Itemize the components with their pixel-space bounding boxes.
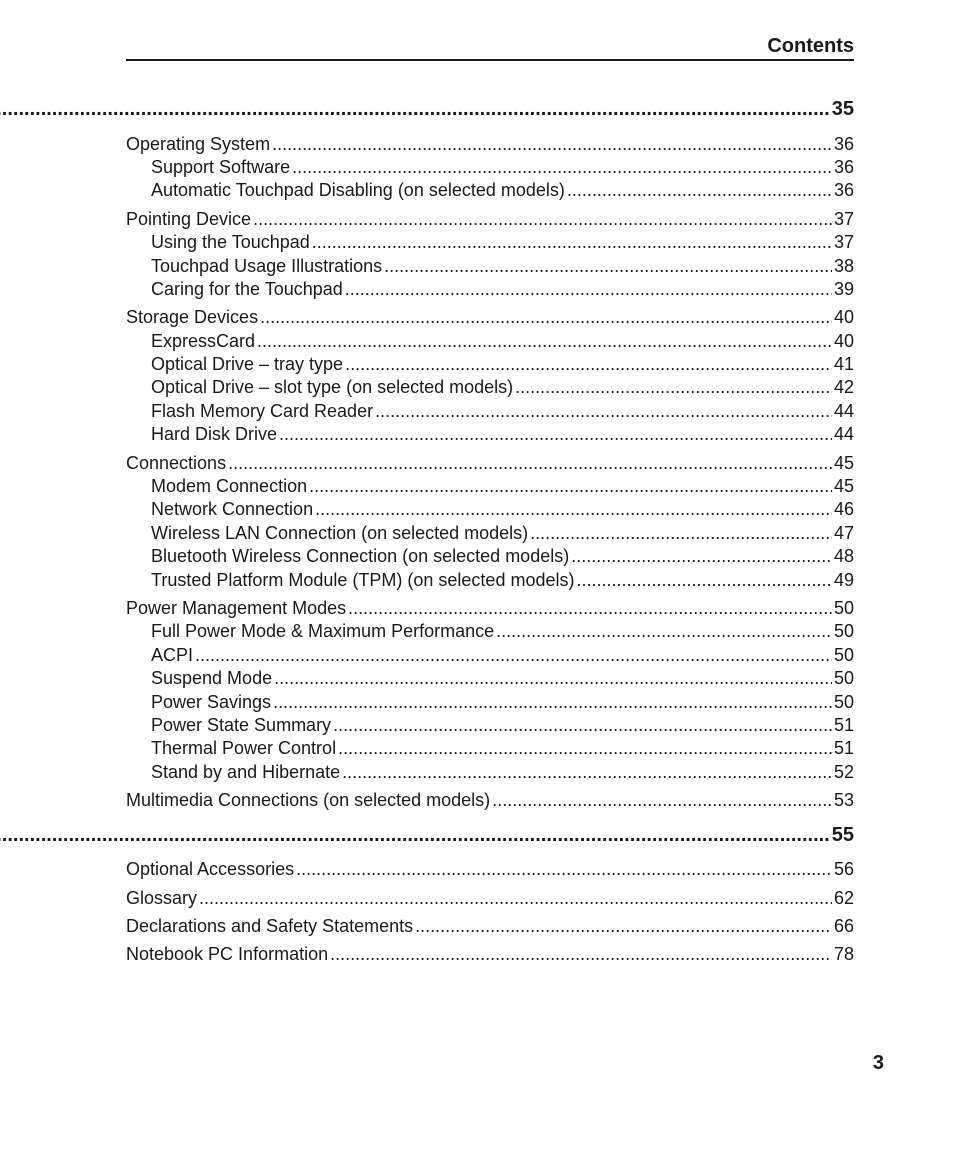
toc-page-number: 51 — [833, 715, 854, 735]
toc-entry-title: Pointing Device — [126, 209, 252, 229]
dot-leader — [228, 452, 832, 474]
toc-entry-title: Optional Accessories — [126, 859, 295, 879]
toc-entry-title: Declarations and Safety Statements — [126, 916, 414, 936]
toc-entry-power-state-summary — [151, 714, 854, 736]
toc-entry-title: Optical Drive – slot type (on selected models) — [151, 377, 514, 397]
toc-entry-title: Multimedia Connections (on selected models) — [126, 790, 491, 810]
toc-entry-suspend — [151, 667, 854, 689]
toc-entry-title: Power State Summary — [151, 715, 332, 735]
toc-page-number: 50 — [833, 692, 854, 712]
dot-leader — [492, 789, 832, 811]
toc-entry-glossary — [126, 887, 854, 909]
toc-page-number: 50 — [833, 645, 854, 665]
toc-entry-power-savings — [151, 691, 854, 713]
toc-page-number: 55 — [831, 824, 854, 846]
toc-entry-title: Bluetooth Wireless Connection (on selected models) — [151, 546, 570, 566]
toc-entry-title: Touchpad Usage Illustrations — [151, 256, 383, 276]
toc-entry-title: Network Connection — [151, 499, 314, 519]
toc-entry-title: Storage Devices — [126, 307, 259, 327]
toc-entry-full-power — [151, 620, 854, 642]
toc-entry-flash-reader — [151, 400, 854, 422]
toc-entry-title: Thermal Power Control — [151, 738, 337, 758]
toc-page-number: 50 — [833, 621, 854, 641]
toc-entry-title: Caring for the Touchpad — [151, 279, 343, 299]
toc-entry-optional-accessories — [126, 858, 854, 880]
toc-entry-title: Stand by and Hibernate — [151, 762, 341, 782]
toc-entry-title: Flash Memory Card Reader — [151, 401, 374, 421]
toc-page-number: 45 — [833, 453, 854, 473]
dot-leader — [345, 278, 832, 300]
dot-leader — [567, 179, 832, 201]
toc-page-number: 39 — [833, 279, 854, 299]
toc-entry-title: Optical Drive – tray type — [151, 354, 344, 374]
toc-page-number: 36 — [833, 157, 854, 177]
dot-leader — [292, 156, 832, 178]
toc-entry-title: Trusted Platform Module (TPM) (on selected models) — [151, 570, 575, 590]
toc-page-number: 46 — [833, 499, 854, 519]
dot-leader — [330, 943, 832, 965]
toc-entry-power-management — [126, 597, 854, 619]
toc-entry-hard-disk — [151, 423, 854, 445]
toc-page-number: 52 — [833, 762, 854, 782]
toc-entry-bluetooth — [151, 545, 854, 567]
toc-page-number: 44 — [833, 401, 854, 421]
dot-leader — [274, 667, 832, 689]
toc-entry-title: Full Power Mode & Maximum Performance — [151, 621, 495, 641]
dot-leader — [342, 761, 832, 783]
toc-entry-title: Operating System — [126, 134, 271, 154]
toc-entry-title: Using the Touchpad — [151, 232, 310, 252]
toc-entry-modem — [151, 475, 854, 497]
toc-page-number: 44 — [833, 424, 854, 444]
dot-leader — [257, 330, 832, 352]
dot-leader — [576, 569, 831, 591]
toc-page-number: 51 — [833, 738, 854, 758]
toc-page-number: 48 — [833, 546, 854, 566]
toc-entry-title: Modem Connection — [151, 476, 308, 496]
toc-page-number: 36 — [833, 134, 854, 154]
dot-leader — [415, 915, 832, 937]
toc-entry-thermal-power — [151, 737, 854, 759]
toc-entry-multimedia — [126, 789, 854, 811]
dot-leader — [571, 545, 832, 567]
toc-page-number: 37 — [833, 232, 854, 252]
toc-chapter-using-notebook — [0, 97, 854, 121]
toc-entry-expresscard — [151, 330, 854, 352]
toc-page-number: 40 — [833, 307, 854, 327]
toc-entry-declarations — [126, 915, 854, 937]
dot-leader — [315, 498, 832, 520]
toc-page-number: 47 — [833, 523, 854, 543]
dot-leader — [0, 97, 830, 121]
toc-page-number: 49 — [833, 570, 854, 590]
toc-entry-title: Power Savings — [151, 692, 272, 712]
toc-entry-pointing-device — [126, 208, 854, 230]
toc-page-number: 38 — [833, 256, 854, 276]
dot-leader — [272, 133, 832, 155]
toc-page-number: 37 — [833, 209, 854, 229]
toc-page-number: 35 — [831, 98, 854, 120]
toc-page-number: 41 — [833, 354, 854, 374]
toc-entry-title: Glossary — [126, 888, 198, 908]
toc-entry-title: Wireless LAN Connection (on selected models) — [151, 523, 529, 543]
toc-entry-title: Power Management Modes — [126, 598, 347, 618]
toc-page-number: 50 — [833, 668, 854, 688]
toc-entry-optical-tray — [151, 353, 854, 375]
toc-page-number: 36 — [833, 180, 854, 200]
toc-entry-title: Automatic Touchpad Disabling (on selected models) — [151, 180, 565, 200]
dot-leader — [384, 255, 832, 277]
dot-leader — [309, 475, 832, 497]
toc-entry-standby-hibernate — [151, 761, 854, 783]
page-number: 3 — [872, 1052, 884, 1074]
dot-leader — [195, 644, 832, 666]
toc-entry-network — [151, 498, 854, 520]
toc-page-number: 66 — [833, 916, 854, 936]
toc-entry-notebook-info — [126, 943, 854, 965]
toc-page-number: 56 — [833, 859, 854, 879]
toc-entry-automatic-touchpad-disabling — [151, 179, 854, 201]
toc-entry-title: ACPI — [151, 645, 194, 665]
toc-entry-using-touchpad — [151, 231, 854, 253]
toc-page-number: 42 — [833, 377, 854, 397]
toc-page-number: 40 — [833, 331, 854, 351]
toc-entry-title: Connections — [126, 453, 227, 473]
toc-entry-support-software — [151, 156, 854, 178]
dot-leader — [333, 714, 832, 736]
toc-entry-connections — [126, 452, 854, 474]
dot-leader — [0, 823, 830, 847]
dot-leader — [253, 208, 832, 230]
toc-page-number: 45 — [833, 476, 854, 496]
toc-entry-touchpad-usage — [151, 255, 854, 277]
toc-entry-title: Notebook PC Information — [126, 944, 329, 964]
toc-entry-caring-touchpad — [151, 278, 854, 300]
toc-page-number: 50 — [833, 598, 854, 618]
dot-leader — [260, 306, 832, 328]
toc-chapter-appendix — [0, 823, 854, 847]
dot-leader — [530, 522, 832, 544]
dot-leader — [375, 400, 832, 422]
page-header — [126, 34, 854, 61]
toc-page-number: 53 — [833, 790, 854, 810]
dot-leader — [338, 737, 832, 759]
toc-entry-title: Support Software — [151, 157, 291, 177]
toc-entry-title: Suspend Mode — [151, 668, 273, 688]
dot-leader — [296, 858, 832, 880]
dot-leader — [496, 620, 832, 642]
toc-page-number: 78 — [833, 944, 854, 964]
toc-entry-title: ExpressCard — [151, 331, 256, 351]
dot-leader — [199, 887, 832, 909]
dot-leader — [273, 691, 832, 713]
dot-leader — [515, 376, 832, 398]
toc-entry-acpi — [151, 644, 854, 666]
toc-entry-title: Hard Disk Drive — [151, 424, 278, 444]
toc-entry-storage-devices — [126, 306, 854, 328]
dot-leader — [348, 597, 832, 619]
toc-entry-wireless-lan — [151, 522, 854, 544]
dot-leader — [345, 353, 832, 375]
toc-entry-optical-slot — [151, 376, 854, 398]
header-title: Contents — [767, 35, 854, 57]
toc-page-number: 62 — [833, 888, 854, 908]
toc-entry-operating-system — [126, 133, 854, 155]
dot-leader — [312, 231, 832, 253]
toc-entry-tpm — [151, 569, 854, 591]
dot-leader — [279, 423, 832, 445]
